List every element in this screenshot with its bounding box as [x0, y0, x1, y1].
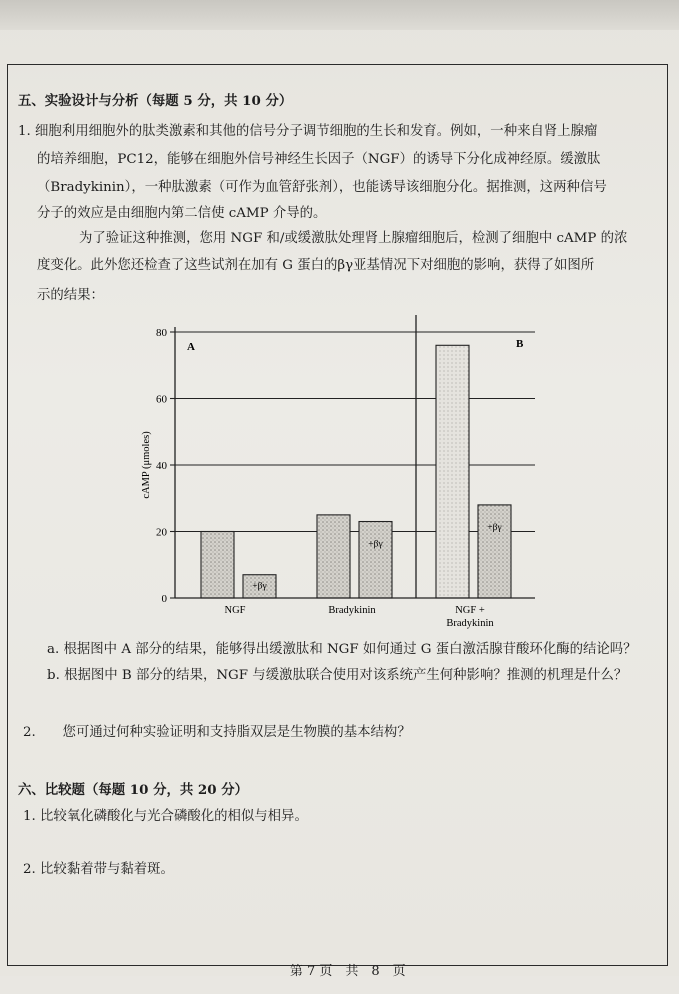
- x-category-label: Bradykinin: [328, 605, 376, 616]
- bar: [478, 505, 511, 598]
- panel-label-b: B: [516, 338, 524, 350]
- y-tick-label: 60: [156, 393, 167, 406]
- q1-line-1: 1. 细胞利用细胞外的肽类激素和其他的信号分子调节细胞的生长和发育。例如，一种来自肾上腺瘤: [18, 124, 598, 139]
- y-tick-label: 80: [156, 327, 167, 339]
- section6-q2: 2. 比较黏着带与黏着斑。: [23, 862, 174, 877]
- q1-line-2: 的培养细胞，PC12，能够在细胞外信号神经生长因子（NGF）的诱导下分化成神经原。缓激肽: [37, 152, 601, 167]
- q1-line-7: 示的结果：: [37, 288, 104, 303]
- x-category-label: Bradykinin: [446, 618, 494, 629]
- camp-bar-chart: [130, 305, 550, 635]
- q1-line-3: （Bradykinin），一种肽激素（可作为血管舒张剂），也能诱导该细胞分化。据推测，这两种信号: [37, 180, 607, 195]
- y-tick-label: 40: [156, 460, 167, 472]
- section6-heading: 六、比较题（每题 10 分，共 20 分）: [18, 782, 248, 798]
- y-axis-label: cAMP (μmoles): [141, 431, 152, 499]
- q1-line-6: 度变化。此外您还检查了这些试剂在加有 G 蛋白的βγ亚基情况下对细胞的影响，获得了如图所: [37, 258, 595, 273]
- question-b: b. 根据图中 B 部分的结果，NGF 与缓激肽联合使用对该系统产生何种影响？推测的机理是什么？: [47, 668, 628, 683]
- bar: [436, 345, 469, 598]
- q1-line-5: 为了验证这种推测，您用 NGF 和/或缓激肽处理肾上腺瘤细胞后，检测了细胞中 cAMP 的浓: [79, 231, 628, 246]
- y-tick-label: 0: [161, 593, 167, 605]
- bar: [359, 522, 392, 598]
- x-category-label: NGF: [224, 605, 246, 616]
- panel-label-a: A: [187, 341, 195, 353]
- page-number: 第 7 页: [289, 964, 333, 979]
- section6-q1: 1. 比较氧化磷酸化与光合磷酸化的相似与相异。: [23, 809, 308, 824]
- bar-label: +βγ: [252, 581, 267, 592]
- y-tick-label: 20: [156, 526, 167, 539]
- question-2: 2. 您可通过何种实验证明和支持脂双层是生物膜的基本结构？: [23, 725, 411, 740]
- page-total: 共 8 页: [345, 964, 406, 979]
- question-a: a. 根据图中 A 部分的结果，能够得出缓激肽和 NGF 如何通过 G 蛋白激活腺苷酸环化酶的结论吗？: [47, 642, 637, 657]
- bar: [317, 515, 350, 598]
- bar-label: +βγ: [487, 522, 502, 533]
- page-footer: [0, 945, 679, 994]
- section5-heading: 五、实验设计与分析（每题 5 分，共 10 分）: [18, 93, 293, 109]
- q1-line-4: 分子的效应是由细胞内第二信使 cAMP 介导的。: [37, 206, 327, 221]
- bar: [201, 532, 234, 599]
- scan-top-band: [0, 0, 679, 30]
- x-category-label: NGF +: [455, 605, 485, 616]
- bar-label: +βγ: [368, 539, 383, 550]
